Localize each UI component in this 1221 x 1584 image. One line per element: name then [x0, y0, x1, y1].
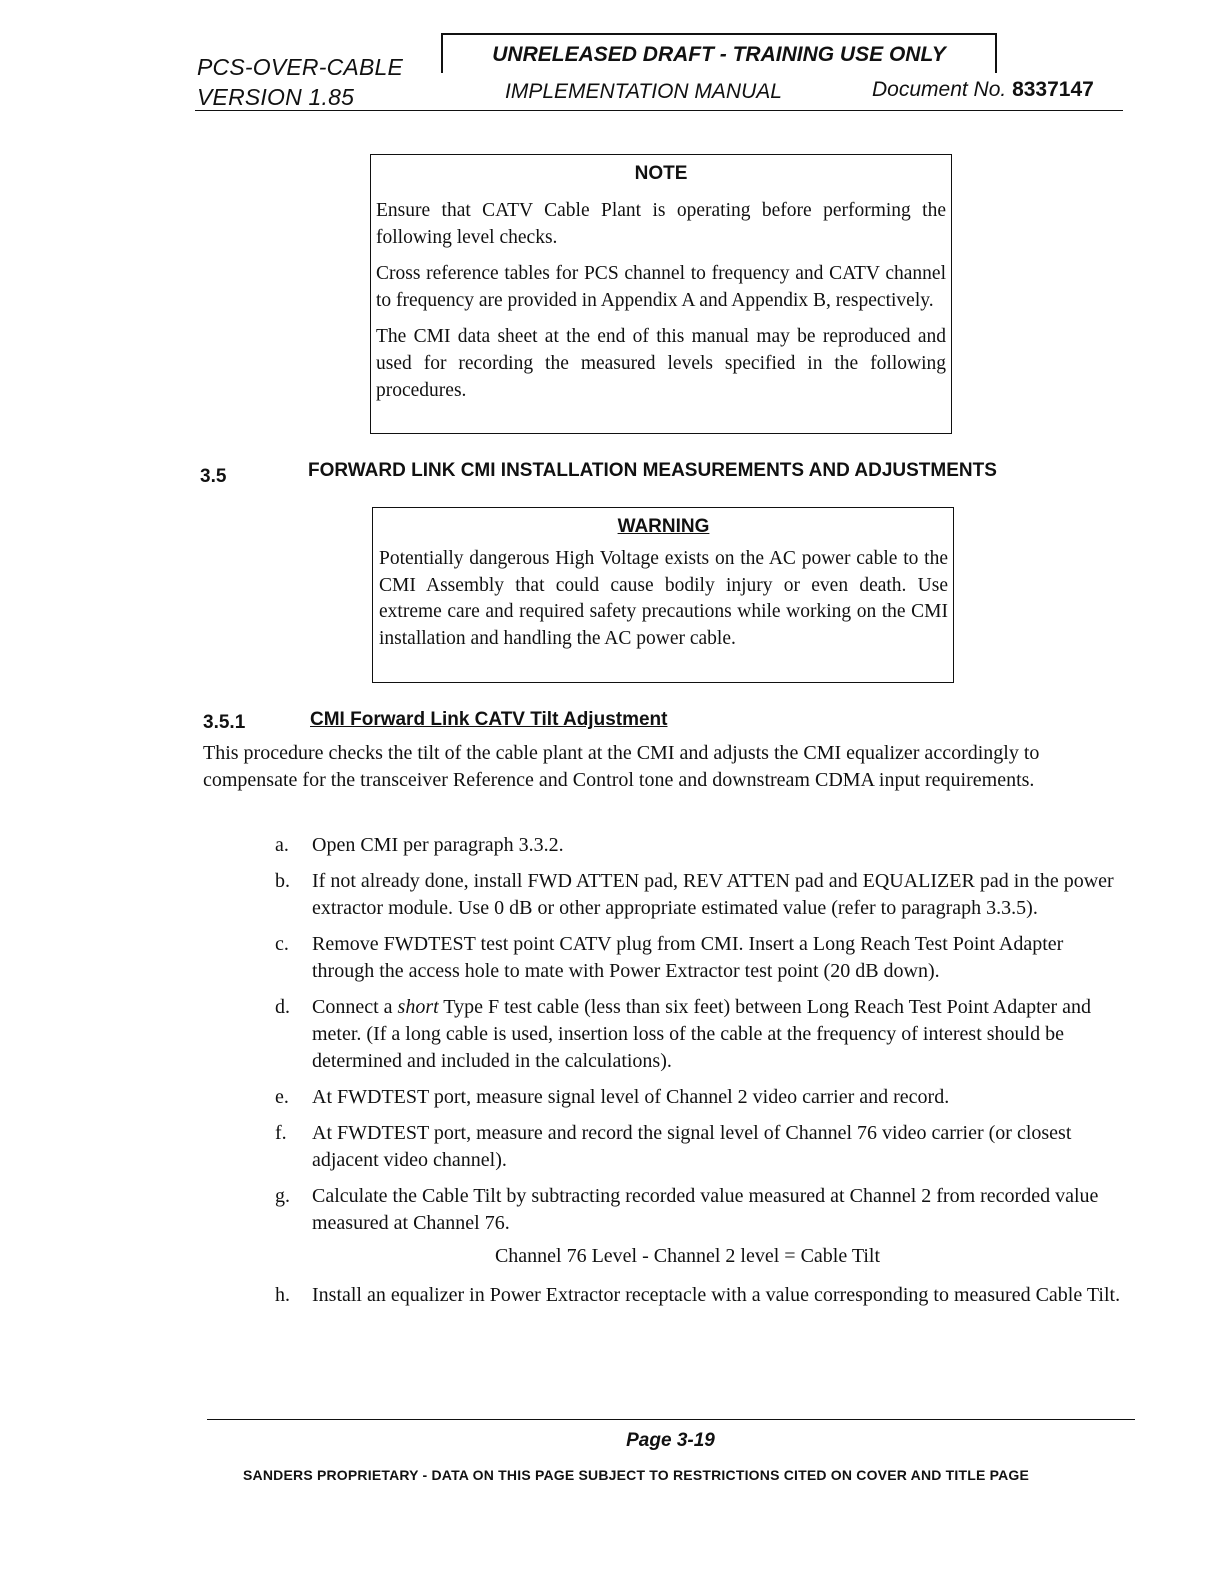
product-name: PCS-OVER-CABLE [197, 54, 404, 80]
step-letter: c. [275, 933, 289, 955]
step-letter: f. [275, 1122, 287, 1144]
tilt-formula: Channel 76 Level - Channel 2 level = Cable Tilt [494, 1245, 881, 1267]
step-letter: b. [275, 870, 290, 892]
warning-text: Potentially dangerous High Voltage exists on the AC power cable to the CMI Assembly that could cause bodily injury or even death. Use extreme care and required safety precautions while working on the CMI installation and handling the AC power cable. [379, 548, 948, 649]
procedure-step [275, 832, 1123, 859]
product-version: VERSION 1.85 [197, 84, 355, 110]
subsection-title: CMI Forward Link CATV Tilt Adjustment [310, 709, 668, 730]
step-letter: a. [275, 834, 289, 856]
footer-rule [207, 1419, 1135, 1420]
note-title: NOTE [634, 163, 688, 184]
document-number-label: Document No. [872, 78, 1007, 101]
step-text: Install an equalizer in Power Extractor receptacle with a value corresponding to measured Cable Tilt. [312, 1284, 1121, 1306]
step-text: If not already done, install FWD ATTEN pad, REV ATTEN pad and EQUALIZER pad in the power extractor module. Use 0 dB or other appropriate estimated value (refer to paragraph 3.3.5). [312, 870, 1114, 919]
warning-box [372, 507, 954, 683]
step-letter: e. [275, 1086, 289, 1108]
subsection-number: 3.5.1 [203, 712, 246, 733]
procedure-step [275, 1084, 1123, 1111]
header-rule [195, 110, 1123, 111]
procedure-intro: This procedure checks the tilt of the cable plant at the CMI and adjusts the CMI equalizer accordingly to compensate for the transceiver Reference and Control tone and downstream CDMA input requirements. [203, 742, 1040, 791]
step-emphasis: short [397, 996, 439, 1018]
document-number [872, 78, 1094, 102]
procedure-step [275, 931, 1123, 985]
header-product-block [197, 52, 403, 112]
procedure-step [275, 1120, 1123, 1174]
section-number: 3.5 [200, 466, 227, 487]
page-number: Page 3-19 [626, 1430, 715, 1451]
step-text: Remove FWDTEST test point CATV plug from CMI. Insert a Long Reach Test Point Adapter through the access hole to mate with Power Extractor test point (20 dB down). [312, 933, 1064, 982]
step-text: At FWDTEST port, measure and record the signal level of Channel 76 video carrier (or closest adjacent video channel). [312, 1122, 1072, 1171]
procedure-step [275, 1183, 1123, 1270]
procedure-step [275, 994, 1123, 1075]
manual-title: IMPLEMENTATION MANUAL [505, 80, 782, 103]
note-paragraph: Cross reference tables for PCS channel to frequency and CATV channel to frequency are provided in Appendix A and Appendix B, respectively. [376, 263, 946, 311]
step-letter: h. [275, 1284, 290, 1306]
section-title: FORWARD LINK CMI INSTALLATION MEASUREMENTS AND ADJUSTMENTS [308, 460, 997, 481]
proprietary-notice: SANDERS PROPRIETARY - DATA ON THIS PAGE SUBJECT TO RESTRICTIONS CITED ON COVER AND TITLE PAGE [243, 1467, 1030, 1483]
step-letter: g. [275, 1185, 290, 1207]
step-text: Calculate the Cable Tilt by subtracting recorded value measured at Channel 2 from recorded value measured at Channel 76. [312, 1185, 1099, 1234]
note-box [370, 154, 952, 434]
note-paragraph: The CMI data sheet at the end of this manual may be reproduced and used for recording the measured levels specified in the following procedures. [376, 326, 946, 401]
procedure-step [275, 1282, 1123, 1309]
warning-title: WARNING [617, 516, 710, 537]
step-text: Connect a short Type F test cable (less than six feet) between Long Reach Test Point Adapter and meter. (If a long cable is used, insertion loss of the cable at the frequency of interest should be determined and included in the calculations). [312, 996, 1092, 1072]
step-letter: d. [275, 996, 290, 1018]
note-paragraph: Ensure that CATV Cable Plant is operating before performing the following level checks. [376, 200, 946, 248]
step-text: Open CMI per paragraph 3.3.2. [312, 834, 564, 856]
draft-banner: UNRELEASED DRAFT - TRAINING USE ONLY [441, 33, 997, 73]
procedure-steps [275, 832, 1123, 1318]
procedure-step [275, 868, 1123, 922]
document-number-value: 8337147 [1012, 78, 1094, 101]
step-text: At FWDTEST port, measure signal level of Channel 2 video carrier and record. [312, 1086, 950, 1108]
